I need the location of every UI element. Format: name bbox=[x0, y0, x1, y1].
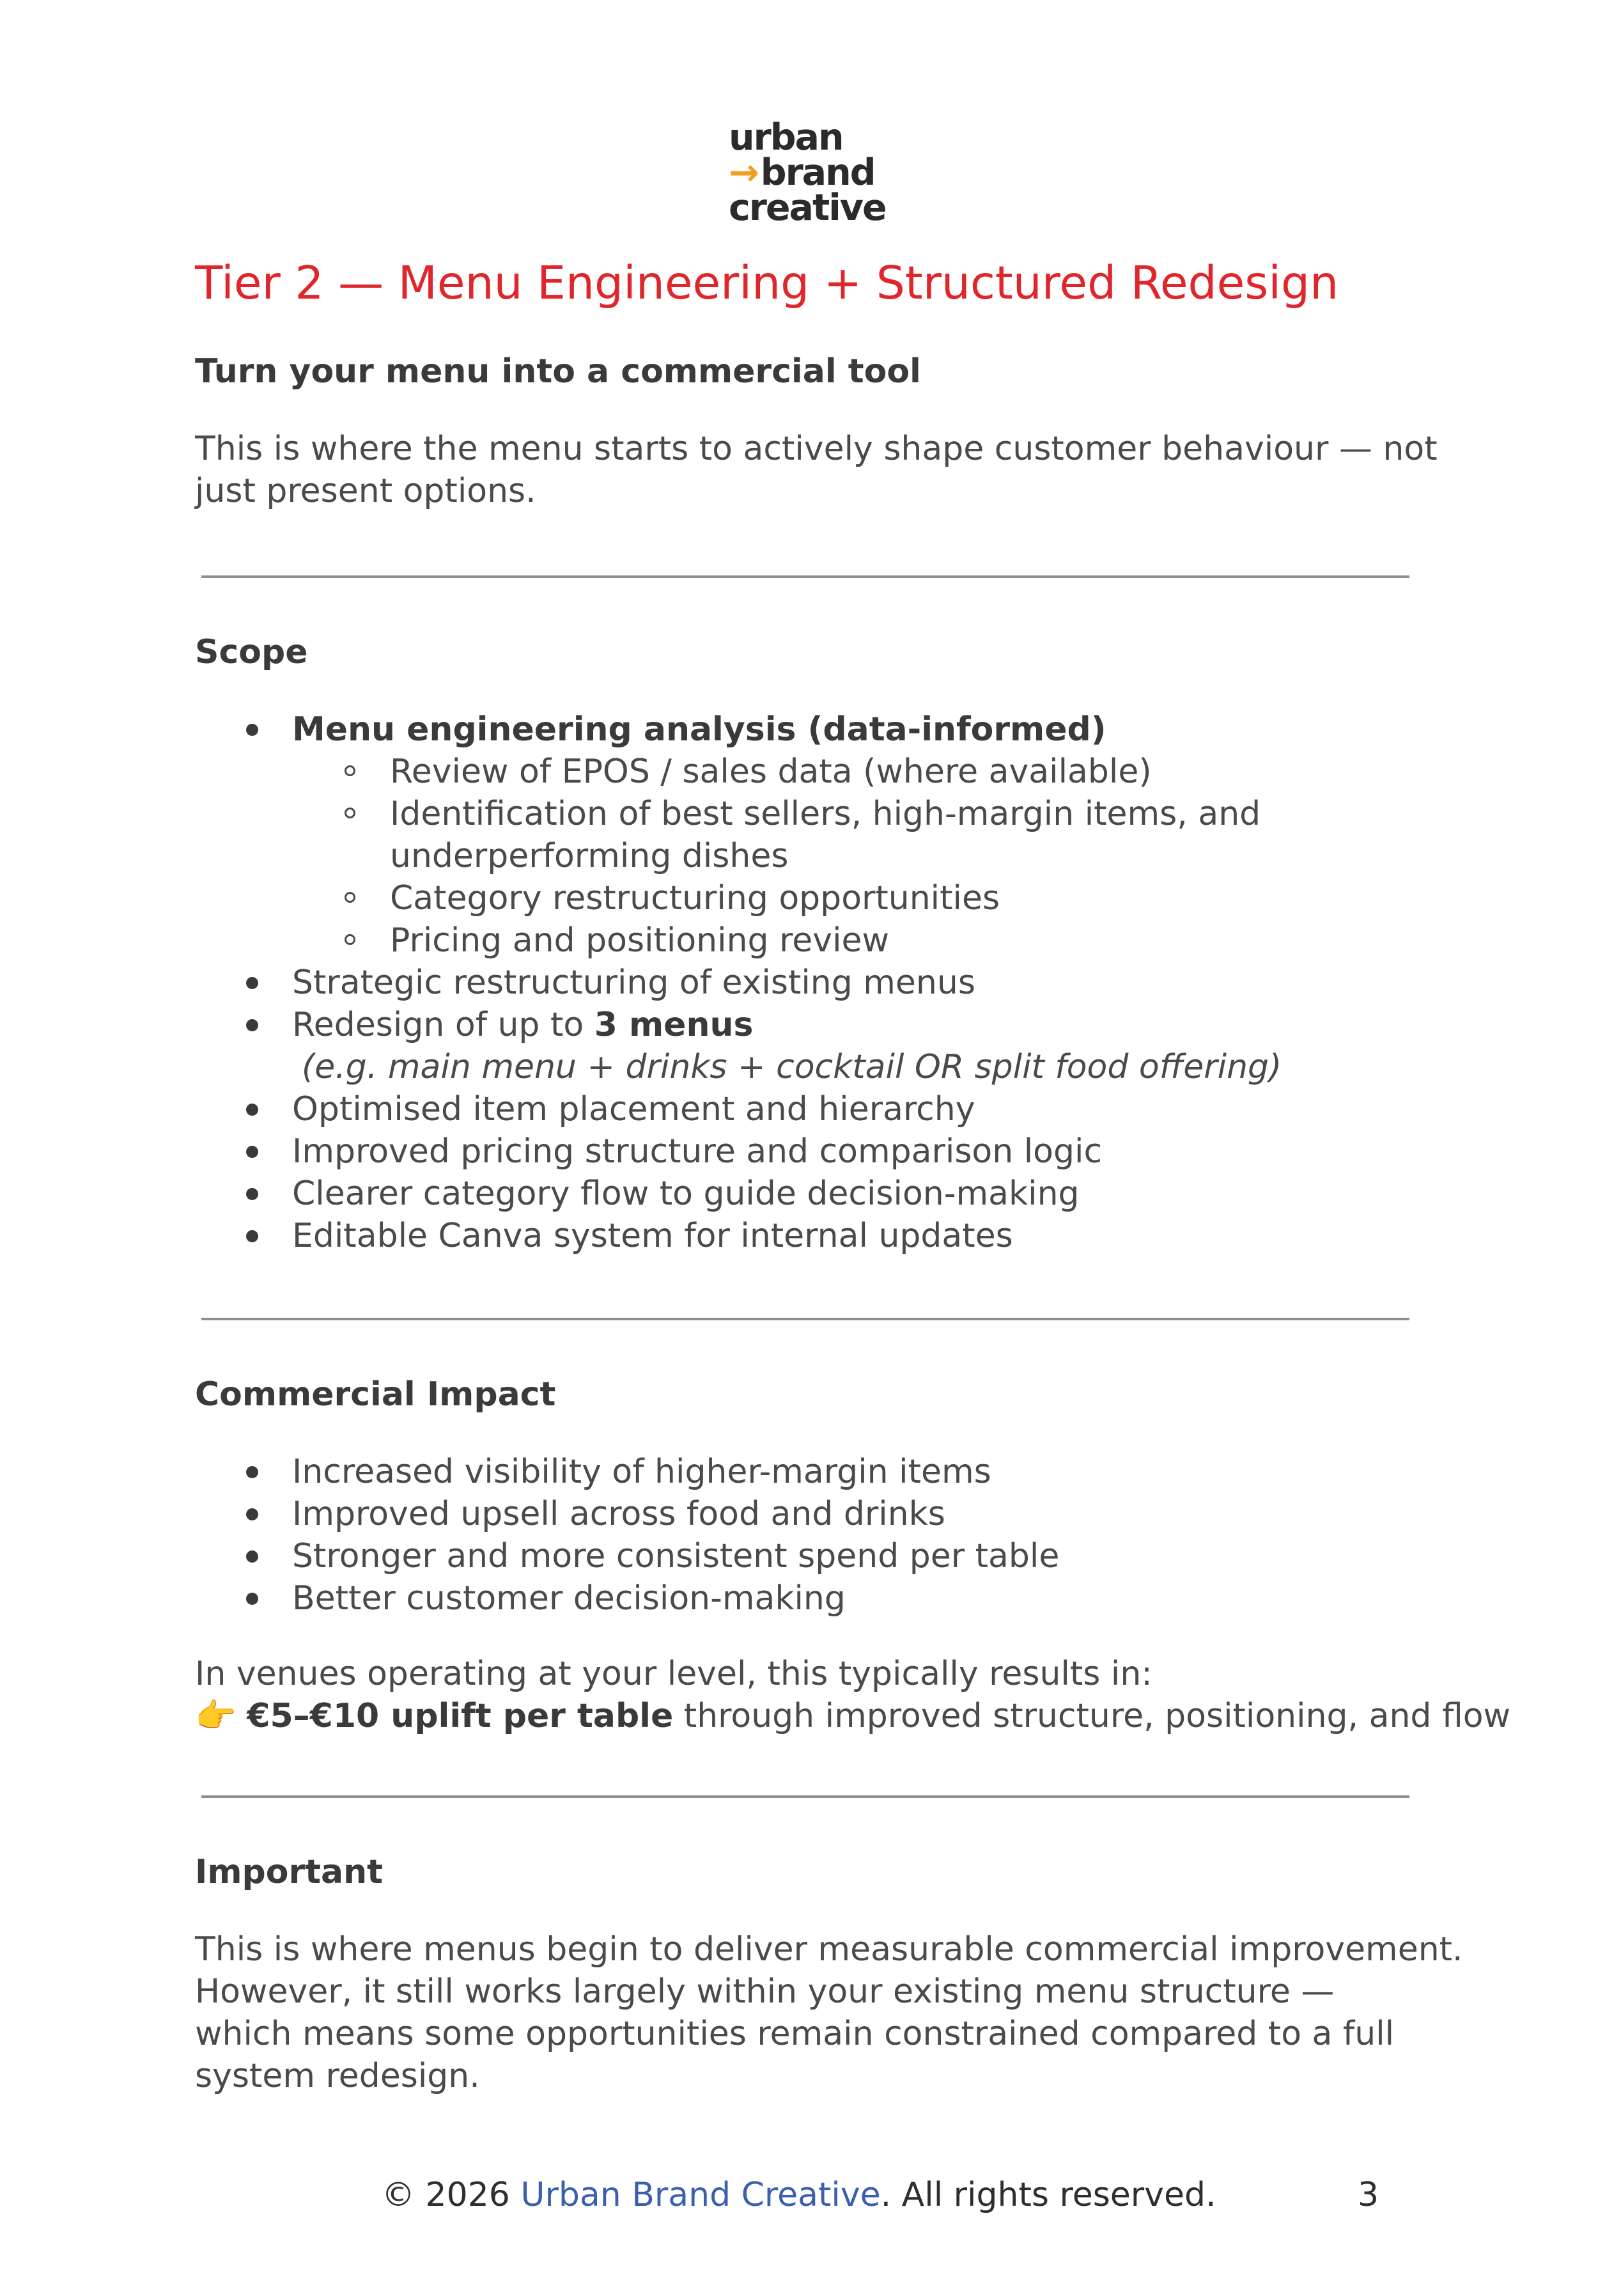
logo-word-brand: brand bbox=[760, 152, 875, 194]
pointing-hand-icon: 👉 bbox=[195, 1697, 237, 1735]
list-item: Clearer category flow to guide decision-making bbox=[292, 1173, 1080, 1215]
bullet-icon bbox=[246, 1466, 258, 1478]
footer-copyright: © 2026 Urban Brand Creative. All rights reserved. bbox=[382, 2176, 1216, 2214]
list-item: Increased visibility of higher-margin items bbox=[292, 1451, 991, 1493]
page-title: Tier 2 — Menu Engineering + Structured Redesign bbox=[195, 256, 1339, 309]
divider bbox=[201, 1318, 1409, 1320]
bullet-icon bbox=[246, 1188, 258, 1200]
bullet-icon bbox=[246, 1593, 258, 1605]
circle-bullet-icon bbox=[345, 934, 355, 945]
list-item: Strategic restructuring of existing menus bbox=[292, 962, 975, 1004]
list-item: Menu engineering analysis (data-informed) bbox=[292, 708, 1106, 751]
list-item: Redesign of up to 3 menus (e.g. main menu + drinks + cocktail OR split food offering) bbox=[292, 1004, 1282, 1088]
list-item: Better customer decision-making bbox=[292, 1577, 846, 1620]
list-item: Optimised item placement and hierarchy bbox=[292, 1088, 975, 1130]
list-item: Improved pricing structure and comparison logic bbox=[292, 1130, 1102, 1173]
bullet-icon bbox=[246, 1508, 258, 1520]
logo-arrow-icon: → bbox=[729, 152, 758, 194]
bullet-icon bbox=[246, 724, 258, 736]
intro-paragraph: This is where the menu starts to actively shape customer behaviour — not just present options. bbox=[195, 430, 1438, 510]
bullet-icon bbox=[246, 1019, 258, 1031]
list-item: Editable Canva system for internal updates bbox=[292, 1215, 1013, 1257]
list-item: Stronger and more consistent spend per table bbox=[292, 1535, 1059, 1577]
footer-company-link[interactable]: Urban Brand Creative bbox=[520, 2176, 881, 2214]
logo-word-creative: creative bbox=[729, 187, 886, 229]
circle-bullet-icon bbox=[345, 765, 355, 776]
sub-list-item: Pricing and positioning review bbox=[390, 919, 889, 962]
bullet-icon bbox=[246, 1146, 258, 1158]
impact-result: In venues operating at your level, this typically results in: 👉 €5–€10 uplift per table through improved structure, positioning, and flow bbox=[195, 1655, 1511, 1735]
circle-bullet-icon bbox=[345, 892, 355, 903]
example-note: (e.g. main menu + drinks + cocktail OR split food offering) bbox=[302, 1048, 1282, 1086]
brand-logo bbox=[729, 116, 886, 229]
divider bbox=[201, 1795, 1409, 1798]
sub-list-item: Category restructuring opportunities bbox=[390, 877, 1000, 919]
divider bbox=[201, 575, 1409, 578]
list-item: Improved upsell across food and drinks bbox=[292, 1493, 945, 1535]
sub-list-item: Review of EPOS / sales data (where available) bbox=[390, 751, 1152, 793]
bullet-icon bbox=[246, 977, 258, 989]
sub-list-item: Identification of best sellers, high-margin items, and underperforming dishes bbox=[390, 793, 1261, 877]
scope-heading: Scope bbox=[195, 633, 308, 671]
bullet-icon bbox=[246, 1550, 258, 1563]
page-number: 3 bbox=[1358, 2176, 1379, 2214]
bullet-icon bbox=[246, 1230, 258, 1242]
logo-word-urban: urban bbox=[729, 116, 843, 159]
section-subtitle: Turn your menu into a commercial tool bbox=[195, 352, 921, 391]
circle-bullet-icon bbox=[345, 808, 355, 818]
important-heading: Important bbox=[195, 1853, 383, 1891]
bullet-icon bbox=[246, 1104, 258, 1116]
important-paragraph: This is where menus begin to deliver measurable commercial improvement. However, it still works largely within your existing menu structure — which means some opportunities remain constrained compared to a full system redesign. bbox=[195, 1930, 1463, 2095]
impact-heading: Commercial Impact bbox=[195, 1375, 556, 1414]
